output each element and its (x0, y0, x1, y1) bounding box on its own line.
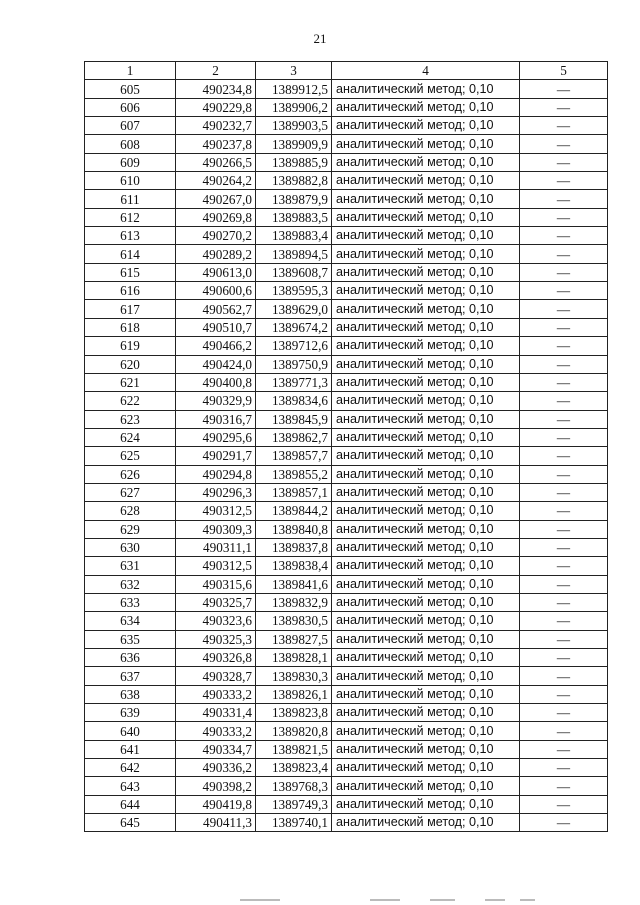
point-number-cell: 608 (85, 135, 176, 153)
method-cell: аналитический метод; 0,10 (332, 428, 520, 446)
y-coordinate-cell: 1389771,3 (256, 373, 332, 391)
y-coordinate-cell: 1389830,5 (256, 612, 332, 630)
method-cell: аналитический метод; 0,10 (332, 612, 520, 630)
x-coordinate-cell: 490296,3 (176, 483, 256, 501)
table-row (85, 428, 608, 446)
y-coordinate-cell: 1389823,8 (256, 704, 332, 722)
y-coordinate-cell: 1389832,9 (256, 593, 332, 611)
point-number-cell: 632 (85, 575, 176, 593)
point-number-cell: 610 (85, 172, 176, 190)
method-cell: аналитический метод; 0,10 (332, 300, 520, 318)
method-cell: аналитический метод; 0,10 (332, 447, 520, 465)
point-number-cell: 638 (85, 685, 176, 703)
note-cell: — (520, 630, 608, 648)
note-cell: — (520, 483, 608, 501)
method-cell: аналитический метод; 0,10 (332, 355, 520, 373)
table-row (85, 208, 608, 226)
y-coordinate-cell: 1389840,8 (256, 520, 332, 538)
point-number-cell: 616 (85, 282, 176, 300)
x-coordinate-cell: 490264,2 (176, 172, 256, 190)
y-coordinate-cell: 1389882,8 (256, 172, 332, 190)
y-coordinate-cell: 1389903,5 (256, 117, 332, 135)
table-row (85, 795, 608, 813)
note-cell: — (520, 355, 608, 373)
table-row (85, 355, 608, 373)
table-row (85, 245, 608, 263)
x-coordinate-cell: 490291,7 (176, 447, 256, 465)
point-number-cell: 639 (85, 704, 176, 722)
note-cell: — (520, 575, 608, 593)
point-number-cell: 607 (85, 117, 176, 135)
y-coordinate-cell: 1389830,3 (256, 667, 332, 685)
x-coordinate-cell: 490312,5 (176, 557, 256, 575)
note-cell: — (520, 557, 608, 575)
method-cell: аналитический метод; 0,10 (332, 98, 520, 116)
point-number-cell: 621 (85, 373, 176, 391)
method-cell: аналитический метод; 0,10 (332, 593, 520, 611)
note-cell: — (520, 263, 608, 281)
method-cell: аналитический метод; 0,10 (332, 667, 520, 685)
y-coordinate-cell: 1389883,4 (256, 227, 332, 245)
method-cell: аналитический метод; 0,10 (332, 795, 520, 813)
note-cell: — (520, 465, 608, 483)
table-row (85, 759, 608, 777)
method-cell: аналитический метод; 0,10 (332, 630, 520, 648)
x-coordinate-cell: 490270,2 (176, 227, 256, 245)
x-coordinate-cell: 490400,8 (176, 373, 256, 391)
table-row (85, 483, 608, 501)
note-cell: — (520, 428, 608, 446)
note-cell: — (520, 759, 608, 777)
point-number-cell: 606 (85, 98, 176, 116)
method-cell: аналитический метод; 0,10 (332, 392, 520, 410)
table-row (85, 263, 608, 281)
method-cell: аналитический метод; 0,10 (332, 483, 520, 501)
table-row (85, 557, 608, 575)
note-cell: — (520, 649, 608, 667)
x-coordinate-cell: 490331,4 (176, 704, 256, 722)
note-cell: — (520, 538, 608, 556)
method-cell: аналитический метод; 0,10 (332, 557, 520, 575)
point-number-cell: 614 (85, 245, 176, 263)
y-coordinate-cell: 1389862,7 (256, 428, 332, 446)
y-coordinate-cell: 1389879,9 (256, 190, 332, 208)
point-number-cell: 630 (85, 538, 176, 556)
x-coordinate-cell: 490323,6 (176, 612, 256, 630)
method-cell: аналитический метод; 0,10 (332, 117, 520, 135)
table-row (85, 612, 608, 630)
x-coordinate-cell: 490325,7 (176, 593, 256, 611)
point-number-cell: 629 (85, 520, 176, 538)
x-coordinate-cell: 490316,7 (176, 410, 256, 428)
method-cell: аналитический метод; 0,10 (332, 704, 520, 722)
table-row (85, 814, 608, 832)
point-number-cell: 619 (85, 337, 176, 355)
table-row (85, 502, 608, 520)
x-coordinate-cell: 490309,3 (176, 520, 256, 538)
x-coordinate-cell: 490234,8 (176, 80, 256, 98)
method-cell: аналитический метод; 0,10 (332, 80, 520, 98)
x-coordinate-cell: 490419,8 (176, 795, 256, 813)
method-cell: аналитический метод; 0,10 (332, 777, 520, 795)
x-coordinate-cell: 490237,8 (176, 135, 256, 153)
note-cell: — (520, 740, 608, 758)
note-cell: — (520, 612, 608, 630)
note-cell: — (520, 392, 608, 410)
table-row (85, 685, 608, 703)
note-cell: — (520, 208, 608, 226)
table-row (85, 337, 608, 355)
point-number-cell: 627 (85, 483, 176, 501)
table-row (85, 520, 608, 538)
table-row (85, 777, 608, 795)
note-cell: — (520, 227, 608, 245)
y-coordinate-cell: 1389823,4 (256, 759, 332, 777)
method-cell: аналитический метод; 0,10 (332, 263, 520, 281)
table-row (85, 392, 608, 410)
method-cell: аналитический метод; 0,10 (332, 575, 520, 593)
table-body (85, 80, 608, 832)
note-cell: — (520, 98, 608, 116)
x-coordinate-cell: 490326,8 (176, 649, 256, 667)
note-cell: — (520, 337, 608, 355)
y-coordinate-cell: 1389821,5 (256, 740, 332, 758)
table-row (85, 593, 608, 611)
y-coordinate-cell: 1389820,8 (256, 722, 332, 740)
point-number-cell: 623 (85, 410, 176, 428)
x-coordinate-cell: 490510,7 (176, 318, 256, 336)
y-coordinate-cell: 1389894,5 (256, 245, 332, 263)
x-coordinate-cell: 490312,5 (176, 502, 256, 520)
method-cell: аналитический метод; 0,10 (332, 172, 520, 190)
point-number-cell: 620 (85, 355, 176, 373)
x-coordinate-cell: 490229,8 (176, 98, 256, 116)
x-coordinate-cell: 490328,7 (176, 667, 256, 685)
table-row (85, 117, 608, 135)
y-coordinate-cell: 1389674,2 (256, 318, 332, 336)
x-coordinate-cell: 490600,6 (176, 282, 256, 300)
note-cell: — (520, 373, 608, 391)
method-cell: аналитический метод; 0,10 (332, 685, 520, 703)
point-number-cell: 625 (85, 447, 176, 465)
note-cell: — (520, 117, 608, 135)
y-coordinate-cell: 1389608,7 (256, 263, 332, 281)
table-row (85, 704, 608, 722)
footer-scan-marks (230, 899, 610, 902)
method-cell: аналитический метод; 0,10 (332, 282, 520, 300)
method-cell: аналитический метод; 0,10 (332, 465, 520, 483)
method-cell: аналитический метод; 0,10 (332, 318, 520, 336)
y-coordinate-cell: 1389857,1 (256, 483, 332, 501)
method-cell: аналитический метод; 0,10 (332, 814, 520, 832)
table-row (85, 630, 608, 648)
point-number-cell: 628 (85, 502, 176, 520)
y-coordinate-cell: 1389841,6 (256, 575, 332, 593)
x-coordinate-cell: 490294,8 (176, 465, 256, 483)
method-cell: аналитический метод; 0,10 (332, 649, 520, 667)
point-number-cell: 609 (85, 153, 176, 171)
note-cell: — (520, 722, 608, 740)
x-coordinate-cell: 490398,2 (176, 777, 256, 795)
x-coordinate-cell: 490613,0 (176, 263, 256, 281)
y-coordinate-cell: 1389845,9 (256, 410, 332, 428)
point-number-cell: 645 (85, 814, 176, 832)
y-coordinate-cell: 1389828,1 (256, 649, 332, 667)
x-coordinate-cell: 490295,6 (176, 428, 256, 446)
x-coordinate-cell: 490336,2 (176, 759, 256, 777)
x-coordinate-cell: 490562,7 (176, 300, 256, 318)
y-coordinate-cell: 1389749,3 (256, 795, 332, 813)
header-col-1: 1 (85, 62, 176, 80)
coordinates-table (84, 61, 608, 832)
note-cell: — (520, 153, 608, 171)
note-cell: — (520, 282, 608, 300)
point-number-cell: 643 (85, 777, 176, 795)
x-coordinate-cell: 490289,2 (176, 245, 256, 263)
y-coordinate-cell: 1389844,2 (256, 502, 332, 520)
note-cell: — (520, 318, 608, 336)
y-coordinate-cell: 1389885,9 (256, 153, 332, 171)
table-row (85, 649, 608, 667)
page-number: 21 (313, 31, 327, 46)
point-number-cell: 637 (85, 667, 176, 685)
note-cell: — (520, 502, 608, 520)
x-coordinate-cell: 490424,0 (176, 355, 256, 373)
x-coordinate-cell: 490334,7 (176, 740, 256, 758)
table-row (85, 172, 608, 190)
point-number-cell: 633 (85, 593, 176, 611)
note-cell: — (520, 520, 608, 538)
note-cell: — (520, 593, 608, 611)
y-coordinate-cell: 1389712,6 (256, 337, 332, 355)
note-cell: — (520, 447, 608, 465)
y-coordinate-cell: 1389826,1 (256, 685, 332, 703)
point-number-cell: 636 (85, 649, 176, 667)
table-row (85, 447, 608, 465)
point-number-cell: 634 (85, 612, 176, 630)
method-cell: аналитический метод; 0,10 (332, 759, 520, 777)
table-header-row (85, 62, 608, 80)
x-coordinate-cell: 490269,8 (176, 208, 256, 226)
y-coordinate-cell: 1389857,7 (256, 447, 332, 465)
method-cell: аналитический метод; 0,10 (332, 722, 520, 740)
header-col-2: 2 (176, 62, 256, 80)
note-cell: — (520, 814, 608, 832)
point-number-cell: 642 (85, 759, 176, 777)
table-row (85, 318, 608, 336)
y-coordinate-cell: 1389838,4 (256, 557, 332, 575)
method-cell: аналитический метод; 0,10 (332, 245, 520, 263)
note-cell: — (520, 300, 608, 318)
y-coordinate-cell: 1389837,8 (256, 538, 332, 556)
note-cell: — (520, 704, 608, 722)
table-row (85, 153, 608, 171)
table-row (85, 300, 608, 318)
point-number-cell: 613 (85, 227, 176, 245)
note-cell: — (520, 190, 608, 208)
point-number-cell: 622 (85, 392, 176, 410)
method-cell: аналитический метод; 0,10 (332, 502, 520, 520)
y-coordinate-cell: 1389740,1 (256, 814, 332, 832)
point-number-cell: 626 (85, 465, 176, 483)
x-coordinate-cell: 490266,5 (176, 153, 256, 171)
header-col-3: 3 (256, 62, 332, 80)
table-row (85, 465, 608, 483)
method-cell: аналитический метод; 0,10 (332, 208, 520, 226)
note-cell: — (520, 410, 608, 428)
table-row (85, 282, 608, 300)
x-coordinate-cell: 490333,2 (176, 722, 256, 740)
method-cell: аналитический метод; 0,10 (332, 227, 520, 245)
point-number-cell: 612 (85, 208, 176, 226)
note-cell: — (520, 172, 608, 190)
point-number-cell: 605 (85, 80, 176, 98)
point-number-cell: 640 (85, 722, 176, 740)
x-coordinate-cell: 490267,0 (176, 190, 256, 208)
note-cell: — (520, 245, 608, 263)
x-coordinate-cell: 490232,7 (176, 117, 256, 135)
header-col-4: 4 (332, 62, 520, 80)
point-number-cell: 624 (85, 428, 176, 446)
table-row (85, 190, 608, 208)
method-cell: аналитический метод; 0,10 (332, 135, 520, 153)
table-row (85, 135, 608, 153)
table-row (85, 667, 608, 685)
y-coordinate-cell: 1389827,5 (256, 630, 332, 648)
y-coordinate-cell: 1389912,5 (256, 80, 332, 98)
point-number-cell: 618 (85, 318, 176, 336)
y-coordinate-cell: 1389834,6 (256, 392, 332, 410)
note-cell: — (520, 795, 608, 813)
y-coordinate-cell: 1389883,5 (256, 208, 332, 226)
table-row (85, 410, 608, 428)
table-row (85, 538, 608, 556)
point-number-cell: 644 (85, 795, 176, 813)
y-coordinate-cell: 1389629,0 (256, 300, 332, 318)
y-coordinate-cell: 1389768,3 (256, 777, 332, 795)
y-coordinate-cell: 1389750,9 (256, 355, 332, 373)
note-cell: — (520, 685, 608, 703)
point-number-cell: 641 (85, 740, 176, 758)
x-coordinate-cell: 490311,1 (176, 538, 256, 556)
header-col-5: 5 (520, 62, 608, 80)
method-cell: аналитический метод; 0,10 (332, 410, 520, 428)
method-cell: аналитический метод; 0,10 (332, 538, 520, 556)
table-row (85, 80, 608, 98)
x-coordinate-cell: 490333,2 (176, 685, 256, 703)
note-cell: — (520, 667, 608, 685)
y-coordinate-cell: 1389906,2 (256, 98, 332, 116)
x-coordinate-cell: 490325,3 (176, 630, 256, 648)
method-cell: аналитический метод; 0,10 (332, 153, 520, 171)
y-coordinate-cell: 1389855,2 (256, 465, 332, 483)
method-cell: аналитический метод; 0,10 (332, 337, 520, 355)
table-row (85, 740, 608, 758)
method-cell: аналитический метод; 0,10 (332, 190, 520, 208)
x-coordinate-cell: 490466,2 (176, 337, 256, 355)
method-cell: аналитический метод; 0,10 (332, 740, 520, 758)
table-row (85, 575, 608, 593)
note-cell: — (520, 80, 608, 98)
method-cell: аналитический метод; 0,10 (332, 520, 520, 538)
point-number-cell: 631 (85, 557, 176, 575)
y-coordinate-cell: 1389909,9 (256, 135, 332, 153)
point-number-cell: 615 (85, 263, 176, 281)
x-coordinate-cell: 490329,9 (176, 392, 256, 410)
table-row (85, 227, 608, 245)
point-number-cell: 617 (85, 300, 176, 318)
table-row (85, 722, 608, 740)
method-cell: аналитический метод; 0,10 (332, 373, 520, 391)
point-number-cell: 635 (85, 630, 176, 648)
table-row (85, 98, 608, 116)
point-number-cell: 611 (85, 190, 176, 208)
table-row (85, 373, 608, 391)
note-cell: — (520, 135, 608, 153)
note-cell: — (520, 777, 608, 795)
y-coordinate-cell: 1389595,3 (256, 282, 332, 300)
x-coordinate-cell: 490315,6 (176, 575, 256, 593)
x-coordinate-cell: 490411,3 (176, 814, 256, 832)
